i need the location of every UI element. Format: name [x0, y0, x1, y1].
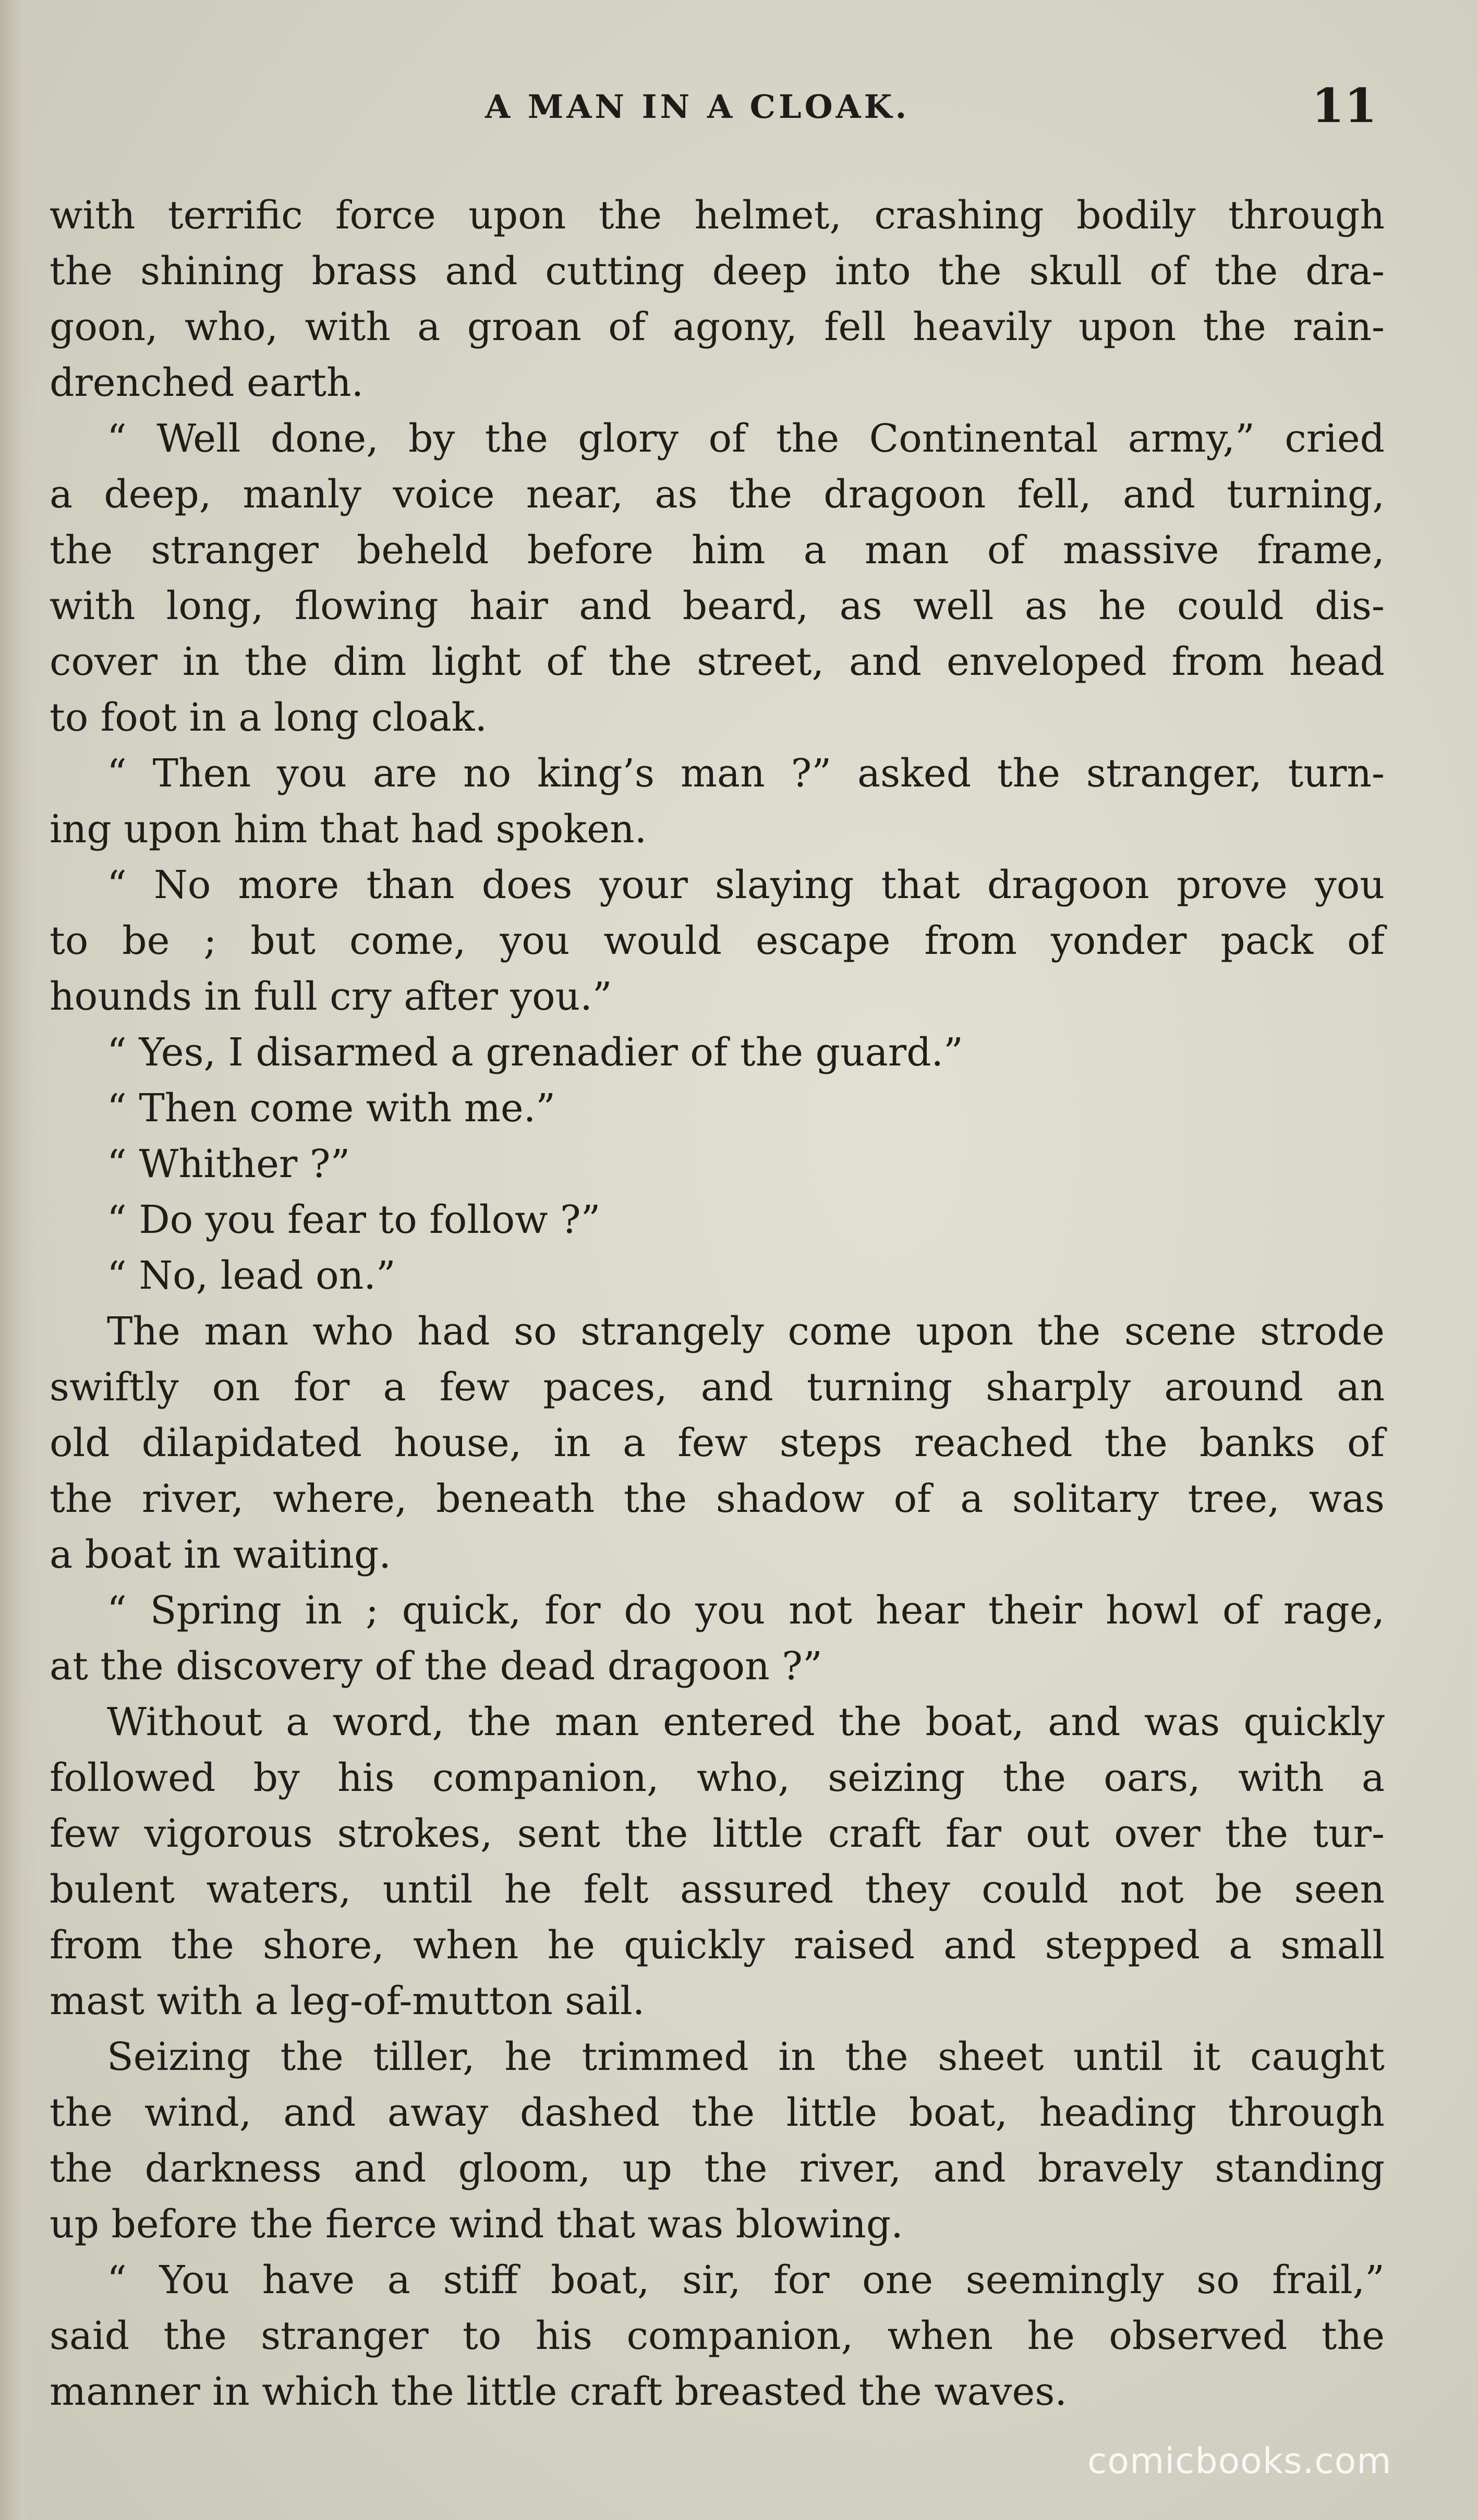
text-line: “ Whither ?” [107, 1142, 350, 1186]
text-line: “ Well done, by the glory of the Continental army,” cried [107, 416, 1385, 461]
text-line: said the stranger to his companion, when he observed the [50, 2313, 1385, 2358]
text-line: “ No more than does your slaying that dragoon prove you [107, 863, 1385, 907]
text-line: the wind, and away dashed the little boat, heading through [50, 2090, 1385, 2135]
text-line: with terrific force upon the helmet, crashing bodily through [50, 193, 1385, 238]
text-line: goon, who, with a groan of agony, fell heavily upon the rain- [50, 305, 1385, 349]
text-line: ing upon him that had spoken. [50, 807, 647, 852]
text-line: few vigorous strokes, sent the little craft far out over the tur- [50, 1811, 1385, 1856]
text-line: the darkness and gloom, up the river, and bravely standing [50, 2146, 1385, 2191]
text-line: “ Yes, I disarmed a grenadier of the guard.” [107, 1030, 963, 1075]
text-line: the stranger beheld before him a man of massive frame, [50, 528, 1385, 573]
text-line: drenched earth. [50, 360, 364, 405]
text-line: The man who had so strangely come upon the scene strode [107, 1309, 1385, 1354]
body-text [50, 188, 1385, 2420]
text-line: manner in which the little craft breasted the waves. [50, 2369, 1067, 2414]
page-header [0, 78, 1478, 136]
text-line: a boat in waiting. [50, 1532, 391, 1577]
text-line: a deep, manly voice near, as the dragoon fell, and turning, [50, 472, 1385, 517]
text-line: “ No, lead on.” [107, 1253, 396, 1298]
running-title: A MAN IN A CLOAK. [485, 88, 910, 126]
text-line: to be ; but come, you would escape from yonder pack of [50, 918, 1385, 963]
text-line: the shining brass and cutting deep into the skull of the dra- [50, 249, 1385, 294]
text-line: Seizing the tiller, he trimmed in the sheet until it caught [107, 2034, 1385, 2079]
text-line: hounds in full cry after you.” [50, 974, 612, 1019]
text-line: the river, where, beneath the shadow of a solitary tree, was [50, 1476, 1385, 1521]
watermark-text: comicbooks.com [1087, 2441, 1392, 2482]
text-line: up before the fierce wind that was blowing. [50, 2202, 903, 2247]
page-gutter-shadow [0, 0, 37, 2520]
text-line: “ Spring in ; quick, for do you not hear their howl of rage, [107, 1588, 1385, 1633]
text-line: “ Then you are no king’s man ?” asked the stranger, turn- [107, 751, 1385, 796]
text-line: swiftly on for a few paces, and turning sharply around an [50, 1365, 1385, 1410]
text-line: “ Do you fear to follow ?” [107, 1197, 601, 1242]
text-line: with long, flowing hair and beard, as well as he could dis- [50, 584, 1385, 628]
page-number: 11 [1312, 78, 1377, 134]
text-line: followed by his companion, who, seizing the oars, with a [50, 1755, 1385, 1800]
text-line: mast with a leg-of-mutton sail. [50, 1979, 645, 2024]
text-line: from the shore, when he quickly raised and stepped a small [50, 1923, 1385, 1968]
text-line: to foot in a long cloak. [50, 695, 487, 740]
text-line: Without a word, the man entered the boat, and was quickly [107, 1700, 1385, 1744]
text-line: old dilapidated house, in a few steps reached the banks of [50, 1421, 1385, 1465]
text-line: “ Then come with me.” [107, 1086, 556, 1131]
text-line: bulent waters, until he felt assured they could not be seen [50, 1867, 1385, 1912]
text-line: at the discovery of the dead dragoon ?” [50, 1644, 822, 1689]
text-line: cover in the dim light of the street, and enveloped from head [50, 639, 1385, 684]
text-line: “ You have a stiff boat, sir, for one seemingly so frail,” [107, 2258, 1385, 2303]
